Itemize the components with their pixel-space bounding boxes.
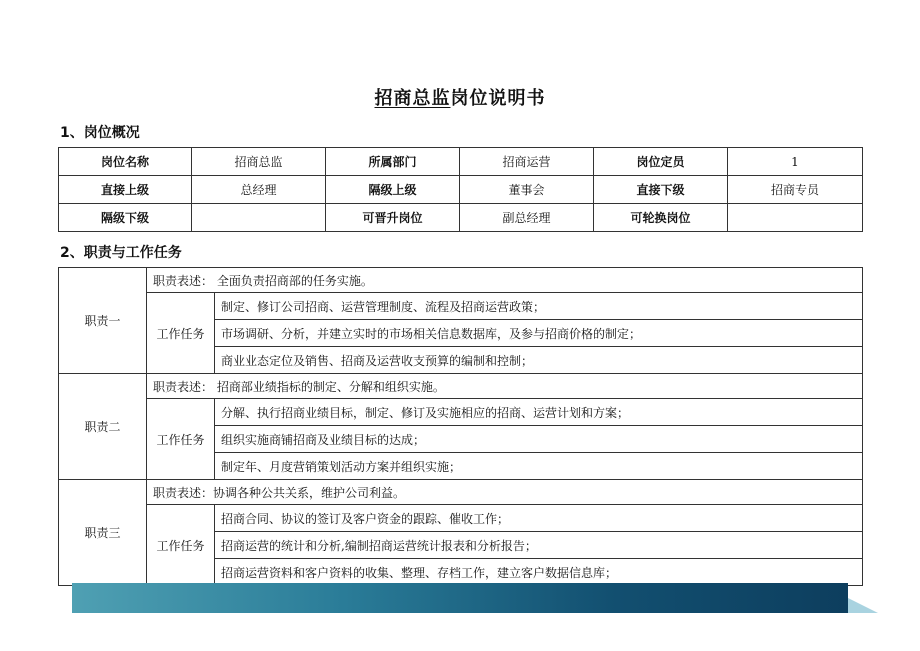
duty-name: 职责三 xyxy=(59,480,147,586)
label-cell: 直接下级 xyxy=(594,176,728,204)
value-cell: 招商运营 xyxy=(460,148,594,176)
task-label: 工作任务 xyxy=(147,293,215,374)
label-cell: 直接上级 xyxy=(59,176,192,204)
value-cell xyxy=(728,204,863,232)
task-item: 分解、执行招商业绩目标，制定、修订及实施相应的招商、运营计划和方案； xyxy=(215,399,863,426)
label-cell: 所属部门 xyxy=(326,148,460,176)
duty-description: 职责表述： 全面负责招商部的任务实施。 xyxy=(147,268,863,293)
table-row xyxy=(59,399,863,426)
duties-table xyxy=(58,267,863,586)
document-title xyxy=(0,84,920,110)
table-row xyxy=(59,293,863,320)
task-item: 商业业态定位及销售、招商及运营收支预算的编制和控制； xyxy=(215,347,863,374)
value-cell: 副总经理 xyxy=(460,204,594,232)
label-cell: 隔级下级 xyxy=(59,204,192,232)
task-item: 制定、修订公司招商、运营管理制度、流程及招商运营政策； xyxy=(215,293,863,320)
task-item: 市场调研、分析，并建立实时的市场相关信息数据库，及参与招商价格的制定； xyxy=(215,320,863,347)
duty-name: 职责一 xyxy=(59,268,147,374)
title-rest: 岗位说明书 xyxy=(450,88,546,109)
title-underlined-part: 招商总监 xyxy=(374,88,451,109)
value-cell: 董事会 xyxy=(460,176,594,204)
task-item: 招商运营的统计和分析,编制招商运营统计报表和分析报告； xyxy=(215,532,863,559)
label-cell: 岗位定员 xyxy=(594,148,728,176)
task-item: 组织实施商铺招商及业绩目标的达成； xyxy=(215,426,863,453)
table-row xyxy=(59,505,863,532)
footer-decoration-tip xyxy=(848,598,878,613)
task-item: 招商运营资料和客户资料的收集、整理、存档工作，建立客户数据信息库； xyxy=(215,559,863,586)
footer-decoration-bar xyxy=(72,583,848,613)
label-cell: 岗位名称 xyxy=(59,148,192,176)
label-cell: 可晋升岗位 xyxy=(326,204,460,232)
duty-description: 职责表述：协调各种公共关系，维护公司利益。 xyxy=(147,480,863,505)
table-row xyxy=(59,374,863,399)
task-label: 工作任务 xyxy=(147,505,215,586)
table-row xyxy=(59,204,863,232)
task-label: 工作任务 xyxy=(147,399,215,480)
overview-table xyxy=(58,147,863,232)
table-row xyxy=(59,176,863,204)
label-cell: 隔级上级 xyxy=(326,176,460,204)
value-cell: 1 xyxy=(728,148,863,176)
section-heading-duties: 2、职责与工作任务 xyxy=(60,245,182,261)
duty-description: 职责表述： 招商部业绩指标的制定、分解和组织实施。 xyxy=(147,374,863,399)
value-cell: 招商总监 xyxy=(192,148,326,176)
value-cell: 总经理 xyxy=(192,176,326,204)
value-cell xyxy=(192,204,326,232)
table-row xyxy=(59,268,863,293)
table-row xyxy=(59,480,863,505)
value-cell: 招商专员 xyxy=(728,176,863,204)
task-item: 招商合同、协议的签订及客户资金的跟踪、催收工作； xyxy=(215,505,863,532)
task-item: 制定年、月度营销策划活动方案并组织实施； xyxy=(215,453,863,480)
section-heading-overview: 1、岗位概况 xyxy=(60,125,140,141)
table-row xyxy=(59,148,863,176)
duty-name: 职责二 xyxy=(59,374,147,480)
label-cell: 可轮换岗位 xyxy=(594,204,728,232)
